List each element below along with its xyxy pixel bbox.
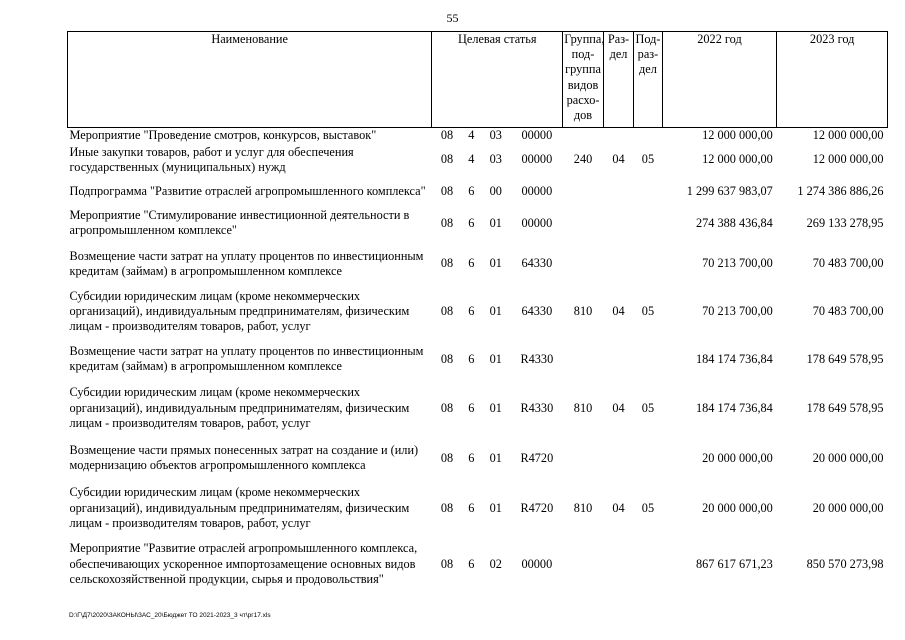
subsection-code: [634, 128, 662, 144]
header-target-article: Целевая статья: [432, 32, 563, 128]
file-path-footer: D:\Г\Д7\2020\ЗАКОНЫ\ЗАС_20\Бюджет ТО 2021-2023_3 чт\рг17.xls: [69, 612, 271, 619]
row-name: Мероприятие "Развитие отраслей агропромышленного комплекса, обеспечивающих ускоренное импортозамещение основных видов сельскохозяйственной продукции, сырья и продовольствия": [69, 541, 418, 586]
subsection-code: [634, 176, 662, 207]
target-direction-code: 00000: [521, 184, 553, 199]
amount-2023: 178 649 578,95: [806, 400, 884, 415]
amount-2023: 70 483 700,00: [812, 256, 884, 271]
expense-group: [563, 533, 604, 595]
amount-2023: 269 133 278,95: [806, 215, 884, 230]
target-direction-code: 00000: [521, 152, 553, 167]
amount-2023: 12 000 000,00: [812, 128, 884, 142]
amount-2023: 12 000 000,00: [812, 152, 884, 167]
section-code: [603, 207, 633, 239]
target-program-code: 08: [440, 128, 454, 142]
section-code: 04: [612, 500, 625, 515]
amount-2022: 274 388 436,84: [695, 215, 773, 230]
header-name: Наименование: [68, 32, 432, 128]
subsection-code: 05: [641, 500, 655, 515]
target-subprogram-code: 6: [468, 500, 475, 515]
target-program-code: 08: [440, 304, 454, 319]
amount-2023: 20 000 000,00: [812, 500, 884, 515]
section-code: [603, 433, 633, 483]
amount-2023: 20 000 000,00: [812, 450, 884, 465]
section-code: [603, 239, 633, 288]
target-subprogram-code: 6: [468, 400, 475, 415]
target-subprogram-code: 4: [468, 152, 475, 167]
row-name: Субсидии юридическим лицам (кроме некоммерческих организаций), индивидуальным предпринимателям, физическим лицам - производителям товаров, работ, услуг: [69, 485, 410, 530]
target-direction-code: 64330: [521, 256, 553, 271]
target-program-code: 08: [440, 400, 454, 415]
subsection-code: [634, 239, 662, 288]
row-name: Подпрограмма "Развитие отраслей агропромышленного комплекса": [69, 184, 426, 199]
table-row: [68, 128, 888, 144]
subsection-code: 05: [641, 304, 655, 319]
amount-2023: 178 649 578,95: [806, 351, 884, 366]
target-program-code: 08: [440, 152, 454, 167]
target-program-code: 08: [440, 556, 454, 571]
section-code: [603, 533, 633, 595]
table-row: [68, 383, 888, 433]
amount-2023: 1 274 386 886,26: [797, 184, 884, 199]
amount-2022: 70 213 700,00: [702, 304, 773, 319]
amount-2023: 850 570 273,98: [806, 556, 884, 571]
target-event-code: 03: [489, 128, 502, 142]
table-row: [68, 335, 888, 383]
expense-group: [563, 176, 604, 207]
section-code: [603, 128, 633, 144]
amount-2022: 70 213 700,00: [702, 256, 773, 271]
row-name: Субсидии юридическим лицам (кроме некоммерческих организаций), индивидуальным предпринимателям, физическим лицам - производителям товаров, работ, услуг: [69, 385, 410, 430]
subsection-code: [634, 207, 662, 239]
subsection-code: 05: [641, 400, 655, 415]
section-code: 04: [612, 152, 625, 167]
amount-2022: 12 000 000,00: [702, 128, 773, 142]
expense-group: 810: [573, 400, 593, 415]
target-program-code: 08: [440, 256, 454, 271]
table-row: [68, 288, 888, 335]
table-row: [68, 533, 888, 595]
target-event-code: 01: [489, 351, 502, 366]
amount-2022: 867 617 671,23: [695, 556, 773, 571]
subsection-code: [634, 433, 662, 483]
subsection-code: [634, 335, 662, 383]
header-section: Раз- дел: [603, 32, 633, 128]
target-program-code: 08: [440, 500, 454, 515]
expense-group: 810: [573, 304, 593, 319]
table-row: [68, 239, 888, 288]
target-direction-code: R4330: [520, 400, 554, 415]
target-subprogram-code: 6: [468, 450, 475, 465]
target-subprogram-code: 6: [468, 304, 475, 319]
expense-group: [563, 239, 604, 288]
table-row: [68, 433, 888, 483]
target-event-code: 00: [489, 184, 502, 199]
budget-table-container: [67, 31, 888, 595]
row-name: Мероприятие "Стимулирование инвестиционной деятельности в агропромышленном комплексе": [69, 208, 410, 238]
subsection-code: [634, 533, 662, 595]
target-subprogram-code: 6: [468, 256, 475, 271]
expense-group: [563, 433, 604, 483]
target-event-code: 01: [489, 304, 502, 319]
target-direction-code: R4720: [520, 500, 554, 515]
amount-2022: 12 000 000,00: [702, 152, 773, 167]
expense-group: 810: [573, 500, 593, 515]
target-subprogram-code: 6: [468, 351, 475, 366]
subsection-code: 05: [641, 152, 655, 167]
target-subprogram-code: 6: [468, 184, 475, 199]
section-code: [603, 176, 633, 207]
target-subprogram-code: 6: [468, 556, 475, 571]
section-code: 04: [612, 304, 625, 319]
target-event-code: 01: [489, 450, 502, 465]
target-direction-code: 00000: [521, 556, 553, 571]
section-code: [603, 335, 633, 383]
target-event-code: 01: [489, 215, 502, 230]
table-row: [68, 176, 888, 207]
expense-group: [563, 128, 604, 144]
expense-group: [563, 335, 604, 383]
header-2023: 2023 год: [777, 32, 888, 128]
target-direction-code: 00000: [521, 128, 553, 142]
amount-2022: 184 174 736,84: [695, 400, 773, 415]
row-name: Возмещение части затрат на уплату процентов по инвестиционным кредитам (займам) в агропромышленном комплексе: [69, 248, 424, 278]
table-header-row: [68, 32, 888, 128]
target-direction-code: 00000: [521, 215, 553, 230]
budget-table: [67, 31, 888, 595]
target-direction-code: R4720: [520, 450, 554, 465]
header-subsection: Под- раз- дел: [634, 32, 662, 128]
target-event-code: 01: [489, 256, 502, 271]
target-program-code: 08: [440, 184, 454, 199]
target-subprogram-code: 4: [468, 128, 475, 142]
header-group: Группа, под- группа видов расхо- дов: [563, 32, 604, 128]
table-row: [68, 483, 888, 533]
row-name: Мероприятие "Проведение смотров, конкурсов, выставок": [69, 128, 377, 142]
row-name: Возмещение части затрат на уплату процентов по инвестиционным кредитам (займам) в агропромышленном комплексе: [69, 344, 424, 374]
expense-group: 240: [573, 152, 593, 167]
target-subprogram-code: 6: [468, 215, 475, 230]
target-program-code: 08: [440, 215, 454, 230]
table-row: [68, 143, 888, 176]
target-direction-code: 64330: [521, 304, 553, 319]
row-name: Иные закупки товаров, работ и услуг для обеспечения государственных (муниципальных) нужд: [69, 144, 354, 174]
target-event-code: 03: [489, 152, 502, 167]
amount-2022: 20 000 000,00: [702, 500, 773, 515]
target-direction-code: R4330: [520, 351, 554, 366]
target-event-code: 01: [489, 400, 502, 415]
section-code: 04: [612, 400, 625, 415]
amount-2022: 184 174 736,84: [695, 351, 773, 366]
amount-2022: 20 000 000,00: [702, 450, 773, 465]
row-name: Субсидии юридическим лицам (кроме некоммерческих организаций), индивидуальным предпринимателям, физическим лицам - производителям товаров, работ, услуг: [69, 288, 410, 334]
amount-2022: 1 299 637 983,07: [686, 184, 773, 199]
amount-2023: 70 483 700,00: [812, 304, 884, 319]
target-event-code: 02: [489, 556, 502, 571]
expense-group: [563, 207, 604, 239]
row-name: Возмещение части прямых понесенных затрат на создание и (или) модернизацию объектов агропромышленного комплекса: [69, 443, 419, 473]
header-2022: 2022 год: [662, 32, 777, 128]
table-row: [68, 207, 888, 239]
target-program-code: 08: [440, 450, 454, 465]
page-number: 55: [446, 11, 459, 25]
target-event-code: 01: [489, 500, 502, 515]
target-program-code: 08: [440, 351, 454, 366]
